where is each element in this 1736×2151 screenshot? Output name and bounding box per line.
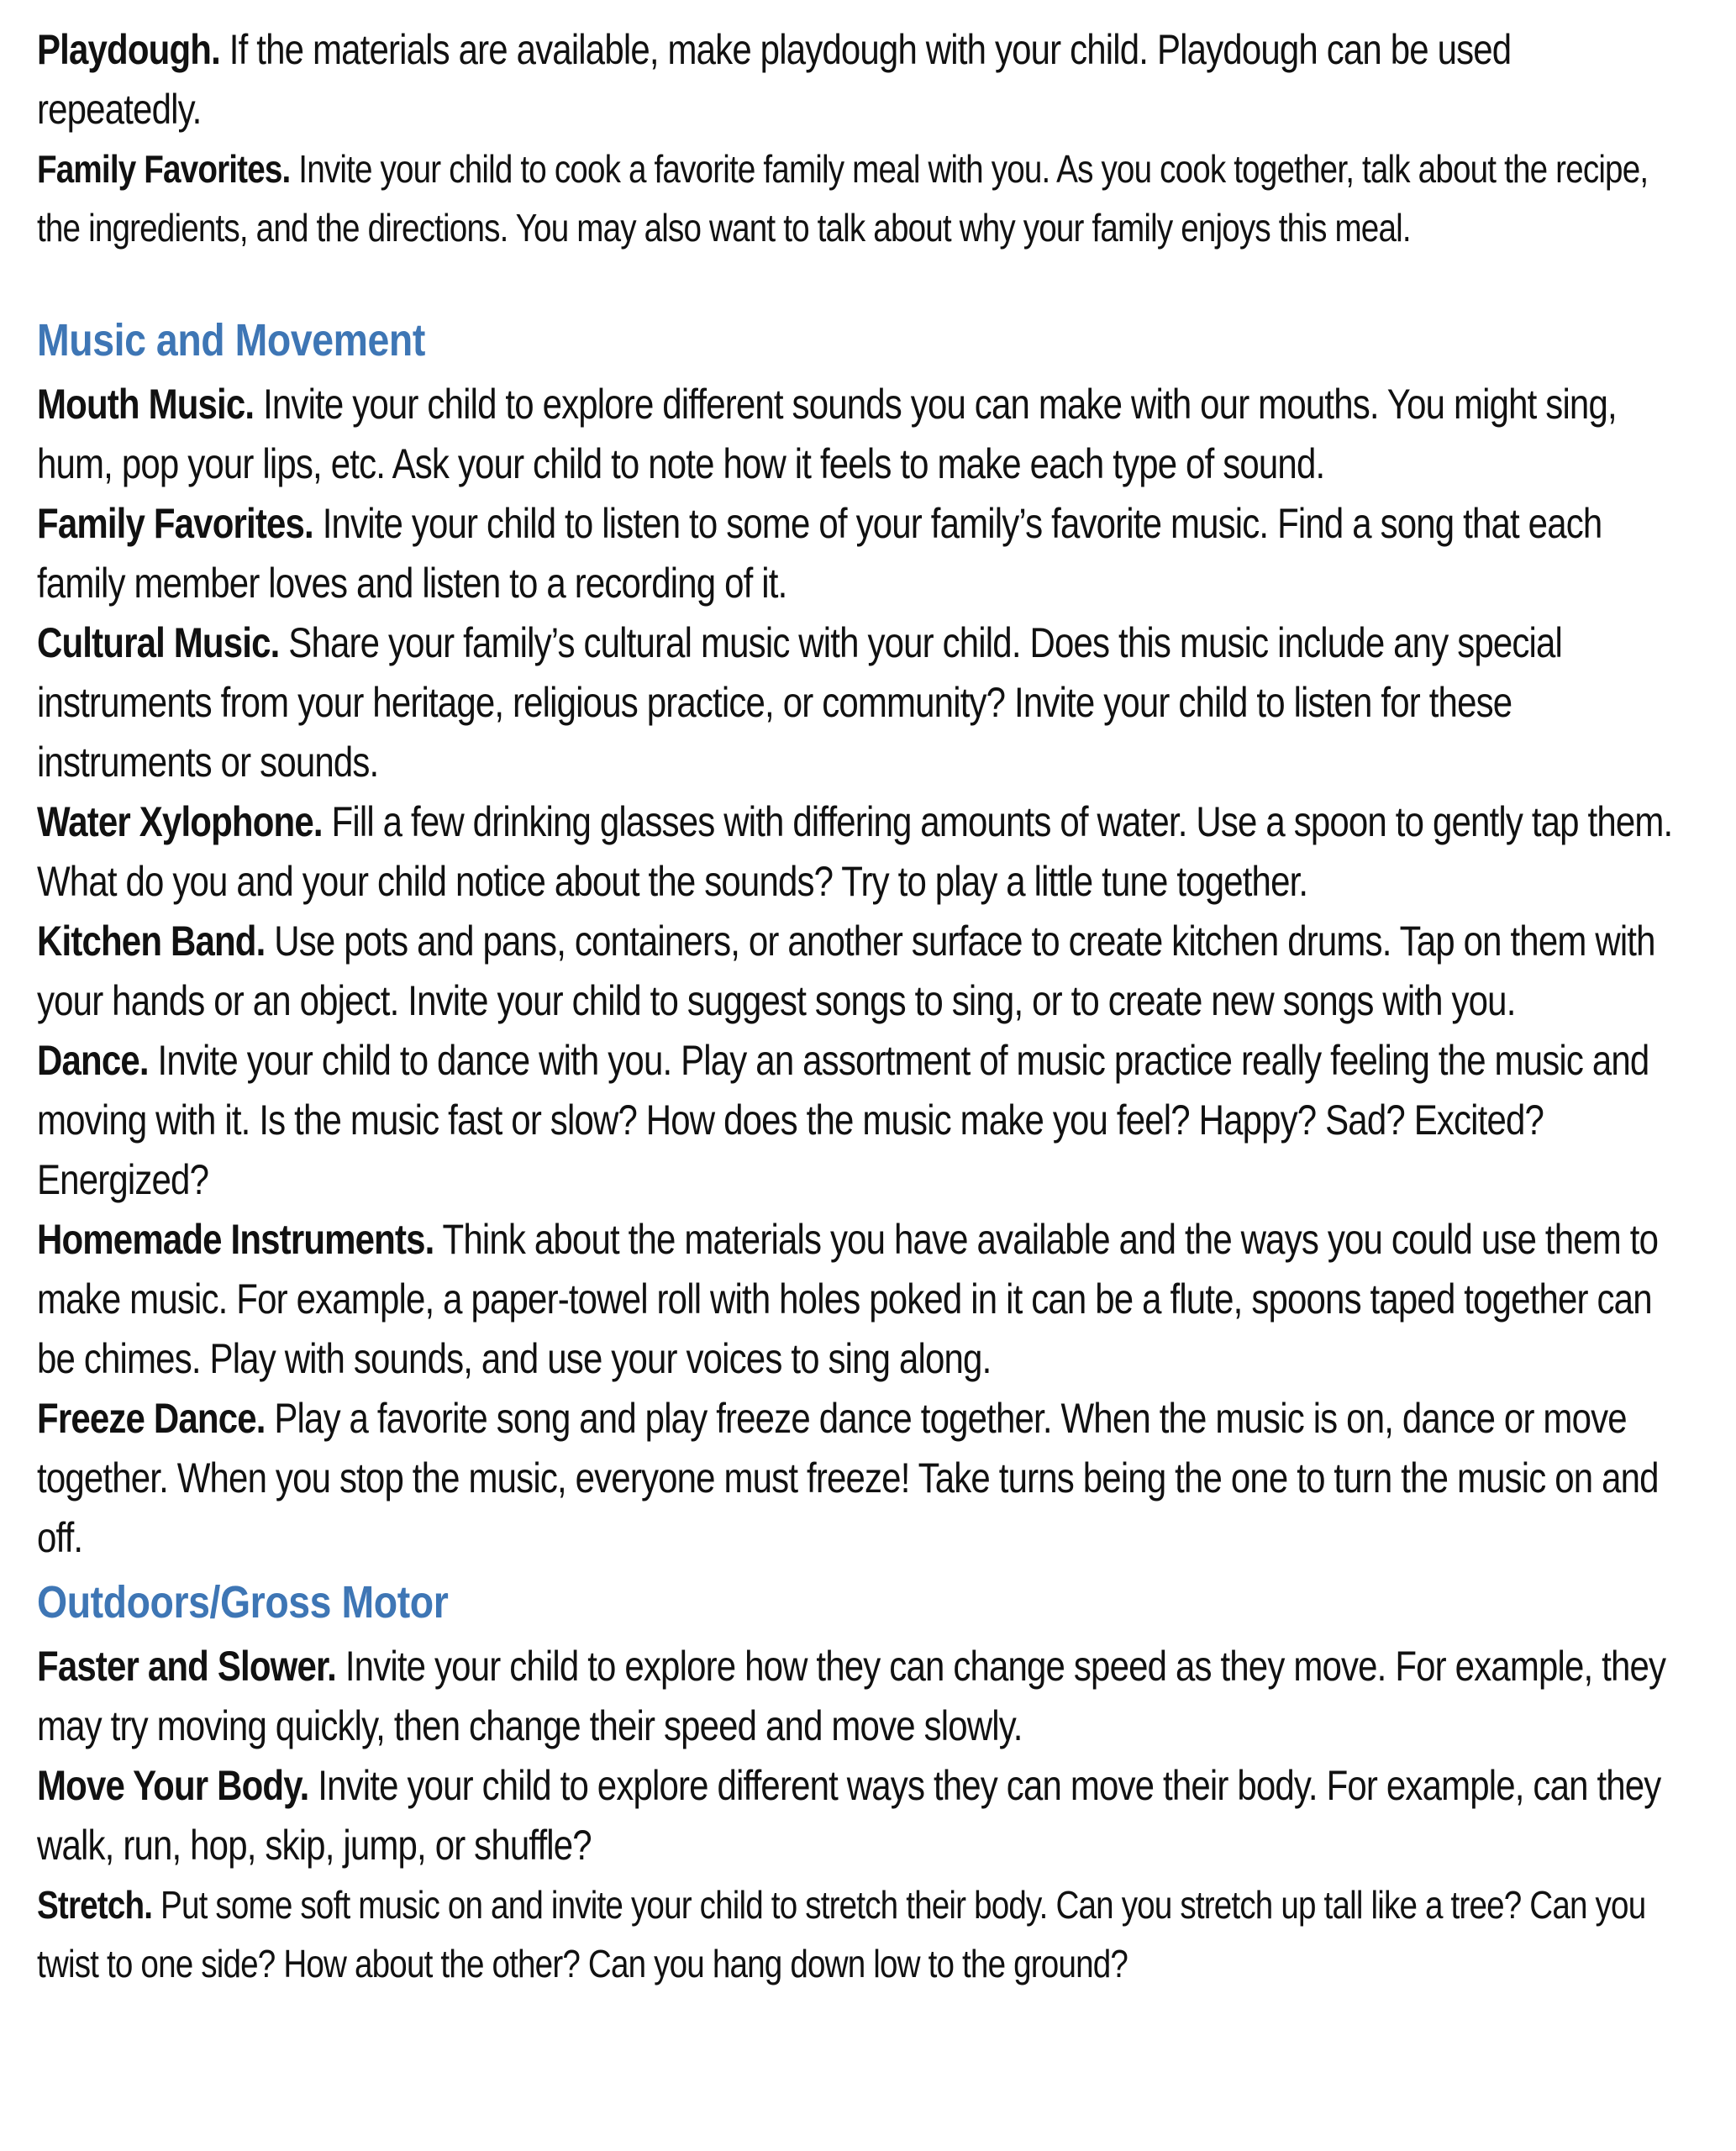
term-stretch: Stretch.: [37, 1883, 153, 1927]
paragraph-stretch: [37, 1875, 1681, 1993]
heading-outdoors-gross-motor: Outdoors/Gross Motor: [37, 1577, 449, 1628]
term-mouth-music: Mouth Music.: [37, 381, 255, 428]
paragraph-kitchen-band: [37, 912, 1681, 1031]
term-homemade-instruments: Homemade Instruments.: [37, 1216, 434, 1263]
paragraph-faster-and-slower: [37, 1637, 1681, 1756]
text-family-favorites-music: Invite your child to listen to some of your family’s favorite music. Find a song that each family member loves and listen to a recording of it.: [37, 500, 1602, 607]
text-playdough: If the materials are available, make playdough with your child. Playdough can be used repeatedly.: [37, 26, 1512, 133]
paragraph-homemade-instruments: [37, 1210, 1681, 1389]
document-page: [37, 20, 1684, 1993]
heading-music-and-movement: Music and Movement: [37, 315, 425, 366]
paragraph-family-favorites-cooking: [37, 139, 1681, 257]
paragraph-mouth-music: [37, 375, 1681, 494]
text-mouth-music: Invite your child to explore different sounds you can make with our mouths. You might sing, hum, pop your lips, etc. Ask your child to note how it feels to make each type of sound.: [37, 381, 1617, 487]
paragraph-water-xylophone: [37, 792, 1681, 912]
term-freeze-dance: Freeze Dance.: [37, 1395, 266, 1442]
term-family-favorites-cooking: Family Favorites.: [37, 147, 291, 191]
paragraph-family-favorites-music: [37, 494, 1681, 613]
text-stretch: Put some soft music on and invite your child to stretch their body. Can you stretch up tall like a tree? Can you twist to one side? How about the other? Can you hang down low to the ground?: [37, 1883, 1646, 1985]
paragraph-move-your-body: [37, 1756, 1681, 1875]
text-homemade-instruments: Think about the materials you have available and the ways you could use them to make music. For example, a paper-towel roll with holes poked in it can be a flute, spoons taped together can be chimes. Play with sounds, and use your voices to sing along.: [37, 1216, 1659, 1382]
term-water-xylophone: Water Xylophone.: [37, 798, 323, 845]
text-faster-and-slower: Invite your child to explore how they can change speed as they move. For example, they may try moving quickly, then change their speed and move slowly.: [37, 1643, 1666, 1749]
text-dance: Invite your child to dance with you. Play an assortment of music practice really feeling the music and moving with it. Is the music fast or slow? How does the music make you feel? Happy? Sad? Excited? Energized?: [37, 1037, 1649, 1203]
paragraph-cultural-music: [37, 613, 1681, 792]
term-playdough: Playdough.: [37, 26, 220, 73]
term-move-your-body: Move Your Body.: [37, 1762, 309, 1809]
term-faster-and-slower: Faster and Slower.: [37, 1643, 337, 1690]
text-move-your-body: Invite your child to explore different ways they can move their body. For example, can they walk, run, hop, skip, jump, or shuffle?: [37, 1762, 1661, 1869]
text-kitchen-band: Use pots and pans, containers, or another surface to create kitchen drums. Tap on them with your hands or an object. Invite your child to suggest songs to sing, or to create new songs with you.: [37, 918, 1655, 1024]
term-kitchen-band: Kitchen Band.: [37, 918, 266, 965]
text-water-xylophone: Fill a few drinking glasses with differing amounts of water. Use a spoon to gently tap them. What do you and your child notice about the sounds? Try to play a little tune together.: [37, 798, 1673, 905]
text-cultural-music: Share your family’s cultural music with your child. Does this music include any special instruments from your heritage, religious practice, or community? Invite your child to listen for these instruments or sounds.: [37, 619, 1563, 786]
text-freeze-dance: Play a favorite song and play freeze dance together. When the music is on, dance or move together. When you stop the music, everyone must freeze! Take turns being the one to turn the music on and off.: [37, 1395, 1659, 1561]
term-cultural-music: Cultural Music.: [37, 619, 280, 666]
paragraph-playdough: [37, 20, 1681, 139]
text-family-favorites-cooking: Invite your child to cook a favorite family meal with you. As you cook together, talk about the recipe, the ingredients, and the directions. You may also want to talk about why your family enjoys this meal.: [37, 147, 1649, 250]
term-family-favorites-music: Family Favorites.: [37, 500, 313, 547]
section-spacer: [37, 257, 1684, 306]
paragraph-dance: [37, 1031, 1681, 1210]
term-dance: Dance.: [37, 1037, 149, 1084]
paragraph-freeze-dance: [37, 1389, 1681, 1568]
